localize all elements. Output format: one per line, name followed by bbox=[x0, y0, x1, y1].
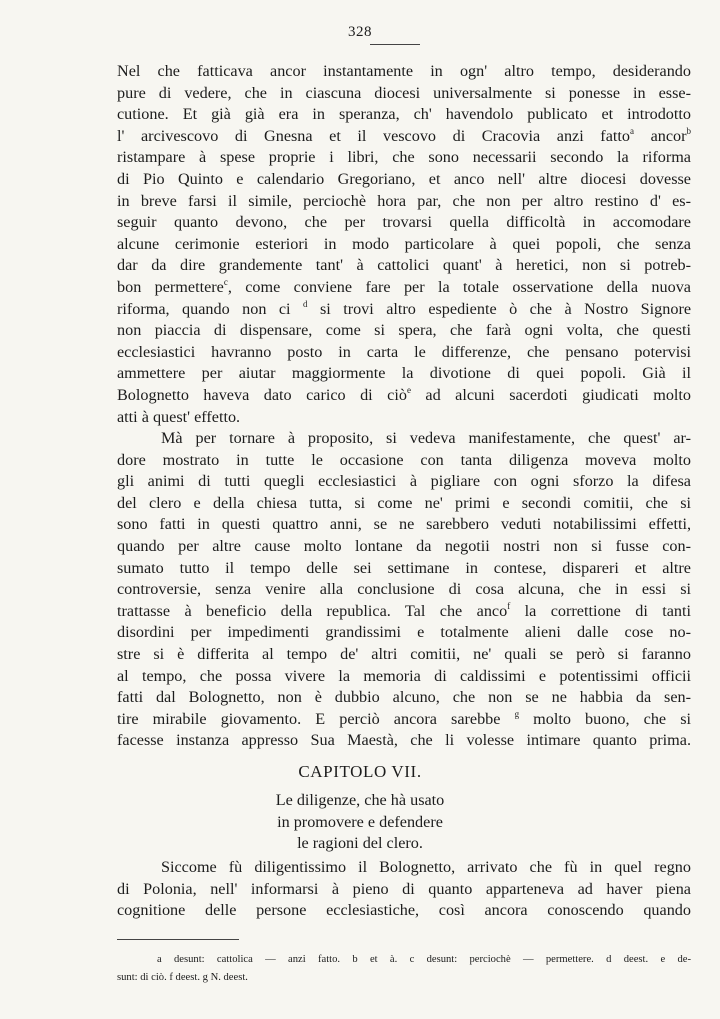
text-line: ammettere per aiutar maggiormente la divotione di quei popoli. Già il bbox=[117, 364, 691, 383]
text-line: in breve farsi il simile, perciochè hora par, che non per altro restino d' es- bbox=[117, 191, 691, 210]
text-line: pure di vedere, che in ciascuna diocesi universalmente si ponesse in esse- bbox=[117, 83, 691, 102]
chapter-text bbox=[117, 857, 691, 922]
text-line: riforma, quando non ci $^d$ si trovi altro espediente ò che à Nostro Signore bbox=[117, 298, 692, 318]
text-line: alcune cerimonie esteriori in modo particolare à quei popoli, che senza bbox=[117, 234, 691, 253]
footnote-mark: b bbox=[686, 125, 692, 136]
subtitle-line: in promovere e defendere bbox=[277, 812, 443, 831]
text-line: Mà per tornare à proposito, si vedeva manifestamente, che quest' ar- bbox=[161, 429, 691, 448]
text-line: gli animi di tutti quegli ecclesiastici à pigliare con ogni sforzo la difesa bbox=[117, 472, 691, 491]
footnote-mark: d bbox=[303, 298, 308, 309]
footnote-mark: a bbox=[629, 125, 634, 136]
text-line: trattasse à beneficio della republica. Tal che anco$^f$ la correttione di tanti bbox=[117, 600, 692, 620]
footnote-line: a desunt: cattolica — anzi fatto. b et à. c desunt: perciochè — permettere. d deest. e de- bbox=[157, 954, 691, 965]
text-line: cutione. Et già già era in speranza, ch' havendolo publicato et introdotto bbox=[117, 105, 691, 124]
text-line: dar da dire grandemente tant' à cattolici quant' à heretici, non si potreb- bbox=[117, 256, 691, 275]
text-line: l' arcivescovo di Gnesna et il vescovo di Cracovia anzi fatto$^a$ ancor$^b$ bbox=[117, 125, 692, 145]
text-line: di Pio Quinto e calendario Gregoriano, et anco nell' altre diocesi dovesse bbox=[117, 169, 691, 188]
text-line: di Polonia, nell' informarsi à pieno di quanto apparteneva ad haver piena bbox=[117, 879, 691, 898]
text-line: controversie, senza venire alla conclusione di cosa alcuna, che in essi si bbox=[117, 580, 691, 599]
chapter-title: CAPITOLO VII. bbox=[298, 762, 422, 781]
text-line: sumato tutto il tempo delle sei settimane in contese, dispareri et altre bbox=[117, 558, 691, 577]
footnote-mark: g bbox=[514, 708, 520, 719]
text-line: stre si è differita al tempo de' altri comitii, ne' quali se però si faranno bbox=[117, 645, 691, 664]
page-number-rule bbox=[370, 44, 420, 45]
text-line: tire mirabile giovamento. E perciò ancora sarebbe $^g$ molto buono, che si bbox=[117, 708, 692, 728]
text-line: sono fatti in questi quattro anni, se ne sarebbero veduti notabilissimi effetti, bbox=[117, 515, 691, 534]
subtitle-line: Le diligenze, che hà usato bbox=[275, 791, 445, 809]
page-number: 328 bbox=[348, 24, 372, 40]
text-line: facesse instanza appresso Sua Maestà, che li volesse intimare quanto prima. bbox=[117, 731, 691, 750]
text-line: ecclesiastici havranno posto in carta le differenze, che pensano potervisi bbox=[117, 342, 691, 361]
text-line: disordini per impedimenti grandissimi e totalmente alieni dalle cose no- bbox=[117, 623, 691, 642]
text-line: al tempo, che possa vivere la memoria di caldissimi e potentissimi officii bbox=[117, 666, 691, 685]
text-line: Bolognetto haveva dato carico di ciò$^e$ ad alcuni sacerdoti giudicati molto bbox=[117, 384, 691, 404]
text-line: quando per altre cause molto lontane da negotii nostri non si fusse con- bbox=[117, 537, 691, 556]
footnotes bbox=[117, 951, 691, 987]
main-text bbox=[117, 61, 691, 752]
text-line: Nel che fatticava ancor instantamente in ogn' altro tempo, desiderando bbox=[117, 62, 691, 80]
text-line: bon permettere$^c$, come conviene fare per la totale osservatione della nuova bbox=[117, 276, 691, 296]
text-line: atti à quest' effetto. bbox=[117, 407, 241, 426]
footnote-mark: e bbox=[406, 384, 411, 395]
footnote-rule bbox=[117, 939, 239, 940]
text-line: non piaccia di dispensare, come si spera, che farà ogni volta, che questi bbox=[117, 321, 691, 340]
subtitle-line: le ragioni del clero. bbox=[297, 834, 423, 852]
text-line: seguir quanto devono, che per trovarsi quella difficoltà in accomodare bbox=[117, 213, 691, 232]
footnote-mark: f bbox=[507, 600, 511, 611]
text-line: fatti dal Bolognetto, non è dubbio alcuno, che non se ne habbia da sen- bbox=[117, 688, 691, 707]
text-line: ristampare à spese proprie i libri, che sono necessarii secondo la riforma bbox=[117, 148, 691, 167]
text-line: Siccome fù diligentissimo il Bolognetto, arrivato che fù in quel regno bbox=[161, 858, 691, 876]
chapter-subtitle bbox=[0, 790, 720, 855]
text-line: del clero e della chiesa tutta, si come ne' primi e secondi comitii, che si bbox=[117, 493, 691, 512]
text-line: dore mostrato in tutte le occasione con tanta diligenza moveva molto bbox=[117, 450, 691, 469]
text-line: cognitione delle persone ecclesiastiche, così ancora conoscendo quando bbox=[117, 901, 691, 920]
footnote-mark: c bbox=[223, 276, 228, 287]
footnote-line: sunt: di ciò. f deest. g N. deest. bbox=[117, 972, 248, 983]
